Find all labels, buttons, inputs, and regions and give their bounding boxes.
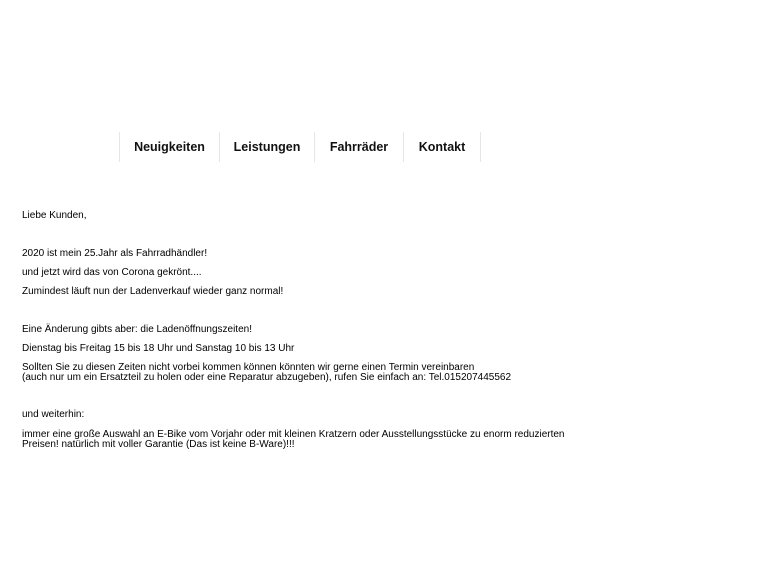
furthermore-text: und weiterhin: xyxy=(22,409,85,420)
nav-item-label: Leistungen xyxy=(233,140,301,154)
opening-hours-text: Dienstag bis Freitag 15 bis 18 Uhr und Sanstag 10 bis 13 Uhr xyxy=(22,343,295,354)
sales-normal-text: Zumindest läuft nun der Ladenverkauf wieder ganz normal! xyxy=(22,286,284,297)
corona-text: und jetzt wird das von Corona gekrönt.... xyxy=(22,267,202,278)
nav-item-fahrraeder[interactable] xyxy=(315,132,404,162)
nav-item-leistungen[interactable] xyxy=(220,132,315,162)
offer-text-line-2: Preisen! natürlich mit voller Garantie (Das ist keine B-Ware)!!! xyxy=(22,439,295,450)
appointment-text-line-2: (auch nur um ein Ersatzteil zu holen oder eine Reparatur abzugeben), rufen Sie einfach an: Tel.015207445562 xyxy=(22,372,512,383)
nav-item-label: Fahrräder xyxy=(329,140,389,154)
greeting-text: Liebe Kunden, xyxy=(22,210,87,221)
change-notice-text: Eine Änderung gibts aber: die Ladenöffnungszeiten! xyxy=(22,324,252,335)
nav-item-label: Kontakt xyxy=(418,140,466,154)
anniversary-text: 2020 ist mein 25.Jahr als Fahrradhändler! xyxy=(22,248,208,259)
appointment-text-line-1: Sollten Sie zu diesen Zeiten nicht vorbei kommen können könnten wir gerne einen Termin vereinbaren xyxy=(22,362,475,373)
news-content xyxy=(22,211,582,450)
nav-item-neuigkeiten[interactable] xyxy=(120,132,220,162)
nav-item-label: Neuigkeiten xyxy=(134,140,205,154)
main-navigation xyxy=(119,132,481,162)
offer-text-line-1: immer eine große Auswahl an E-Bike vom Vorjahr oder mit kleinen Kratzern oder Ausstellungsstücke zu enorm reduzierten xyxy=(22,429,565,440)
nav-item-kontakt[interactable] xyxy=(404,132,481,162)
